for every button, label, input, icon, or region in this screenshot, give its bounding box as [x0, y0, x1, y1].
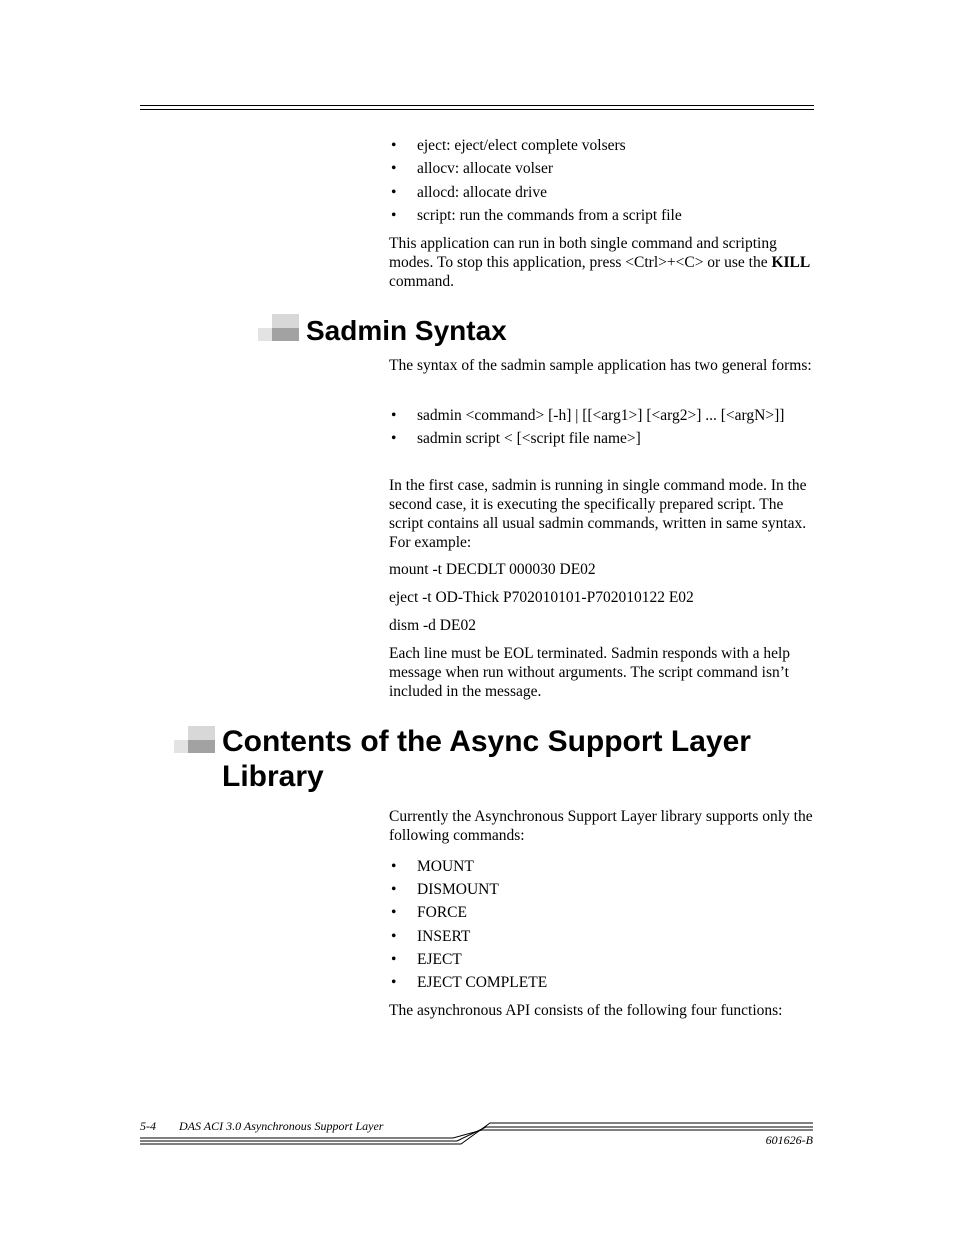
heading-line: Library: [222, 760, 324, 793]
document-code: 601626-B: [765, 1133, 813, 1147]
list-item: • script: run the commands from a script file: [389, 206, 814, 225]
contents-paragraph-2: The asynchronous API consists of the following four functions:: [389, 1002, 783, 1019]
footer-doc-title: DAS ACI 3.0 Asynchronous Support Layer: [179, 1119, 384, 1133]
sadmin-paragraph-3: Each line must be EOL terminated. Sadmin responds with a help message when run without arguments. The script command isn’t included in the message.: [389, 645, 791, 700]
list-item: • INSERT: [389, 927, 814, 946]
sadmin-paragraph-1: The syntax of the sadmin sample application has two general forms:: [389, 357, 812, 374]
example-line: mount -t DECDLT 000030 DE02: [389, 561, 596, 578]
example-line: dism -d DE02: [389, 617, 476, 634]
page-number: 5-4: [140, 1119, 156, 1133]
list-item: • EJECT: [389, 950, 814, 969]
list-item: • sadmin script < [<script file name>]: [389, 429, 814, 448]
list-item: • DISMOUNT: [389, 880, 814, 899]
sadmin-paragraph-2: In the first case, sadmin is running in single command mode. In the second case, it is executing the specifically prepared script. The script contains all usual sadmin commands, written in same syntax. For example:: [389, 477, 807, 551]
kill-command: KILL: [771, 254, 811, 271]
intro-text-end: command.: [389, 273, 454, 290]
intro-text: This application can run in both single command and scripting modes. To stop this application, press <Ctrl>+<C> or use the: [389, 235, 777, 271]
list-item: • eject: eject/elect complete volsers: [389, 136, 814, 155]
list-item: • allocd: allocate drive: [389, 183, 814, 202]
list-item: • EJECT COMPLETE: [389, 973, 814, 992]
section-heading-sadmin-syntax: Sadmin Syntax: [306, 315, 507, 346]
example-line: eject -t OD-Thick P702010101-P702010122 E02: [389, 589, 694, 606]
contents-paragraph-1: Currently the Asynchronous Support Layer library supports only the following commands:: [389, 808, 813, 844]
heading-line: Contents of the Async Support Layer: [222, 725, 751, 758]
list-item: • FORCE: [389, 903, 814, 922]
list-item: • sadmin <command> [-h] | [[<arg1>] [<arg2>] ... [<argN>]]: [389, 406, 814, 425]
list-item: • allocv: allocate volser: [389, 159, 814, 178]
list-item: • MOUNT: [389, 857, 814, 876]
